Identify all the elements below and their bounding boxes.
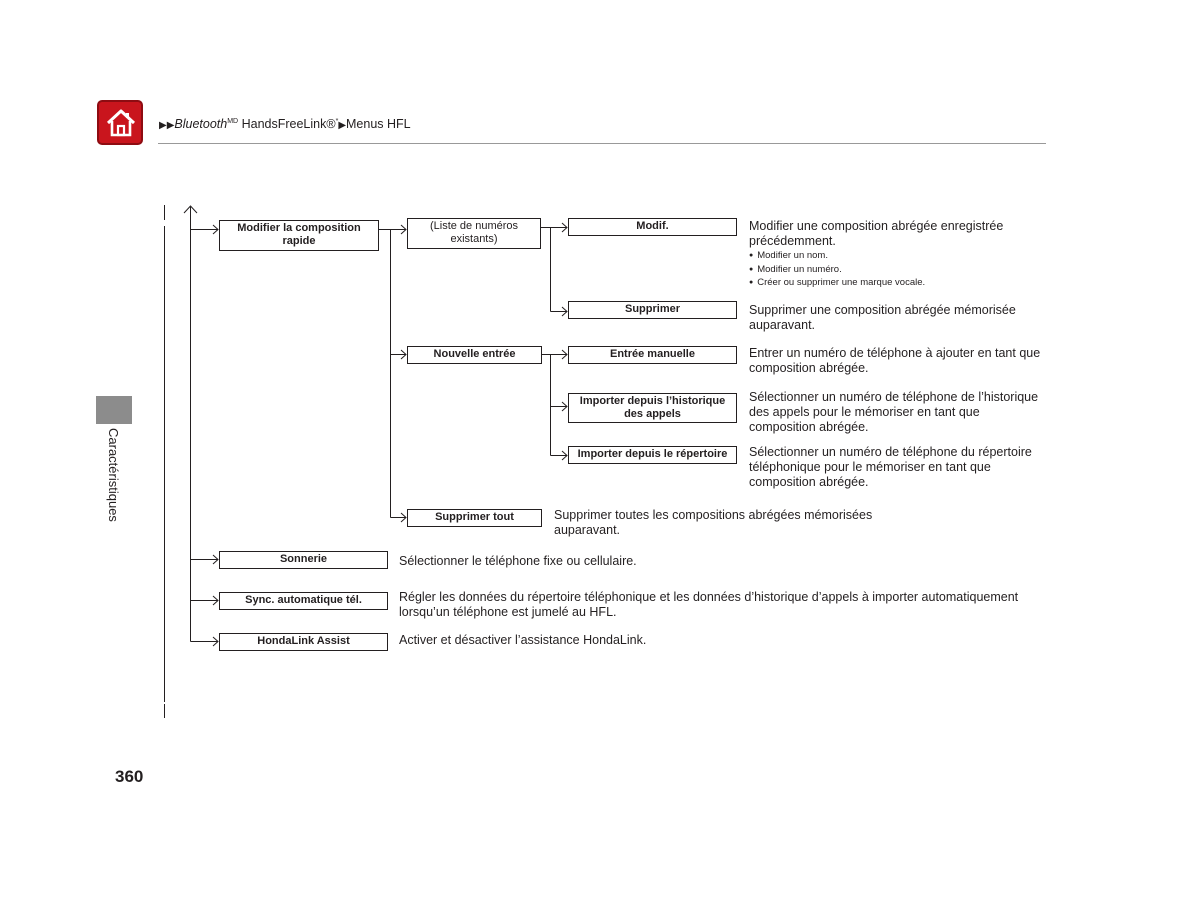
menu-sonnerie[interactable]: Sonnerie bbox=[219, 551, 388, 569]
breadcrumb-sup: * bbox=[335, 117, 339, 125]
menu-importer-repertoire[interactable]: Importer depuis le répertoire bbox=[568, 446, 737, 464]
menu-supprimer[interactable]: Supprimer bbox=[568, 301, 737, 319]
menu-nouvelle-entree[interactable]: Nouvelle entrée bbox=[407, 346, 542, 364]
desc-sync: Régler les données du répertoire téléphonique et les données d’historique d’appels à importer automatiquement lorsqu’un téléphone est jumelé au HFL. bbox=[399, 590, 1019, 619]
desc-entree-manuelle: Entrer un numéro de téléphone à ajouter en tant que composition abrégée. bbox=[749, 346, 1041, 375]
chevron-right-icon: ▶▶ bbox=[159, 120, 175, 131]
menu-supprimer-tout[interactable]: Supprimer tout bbox=[407, 509, 542, 527]
desc-sonnerie: Sélectionner le téléphone fixe ou cellulaire. bbox=[399, 554, 637, 568]
menu-modif[interactable]: Modif. bbox=[568, 218, 737, 236]
menu-entree-manuelle[interactable]: Entrée manuelle bbox=[568, 346, 737, 364]
list-item: ● Modifier un numéro. bbox=[749, 263, 1049, 277]
menu-modifier-composition[interactable]: Modifier la composition rapide bbox=[219, 220, 379, 251]
desc-supprimer: Supprimer une composition abrégée mémorisée auparavant. bbox=[749, 303, 1016, 332]
bullet-list-modif bbox=[749, 249, 1049, 290]
desc-hondalink: Activer et désactiver l’assistance HondaLink. bbox=[399, 633, 647, 647]
menu-importer-historique[interactable]: Importer depuis l’historique des appels bbox=[568, 393, 737, 423]
breadcrumb-bluetooth[interactable]: Bluetooth bbox=[174, 117, 228, 131]
breadcrumb-sup: MD bbox=[227, 117, 239, 125]
menu-liste-numeros[interactable]: (Liste de numéros existants) bbox=[407, 218, 541, 249]
list-item: ● Modifier un nom. bbox=[749, 249, 1049, 263]
breadcrumb-menus-hfl[interactable]: Menus HFL bbox=[346, 117, 411, 131]
section-label: Caractéristiques bbox=[106, 428, 121, 522]
desc-modif: Modifier une composition abrégée enregistrée précédemment. bbox=[749, 219, 1004, 248]
desc-importer-historique: Sélectionner un numéro de téléphone de l’historique des appels pour le mémoriser en tant que composition abrégée. bbox=[749, 390, 1039, 434]
page-number: 360 bbox=[115, 767, 144, 786]
breadcrumb-handsfreelink[interactable]: HandsFreeLink® bbox=[241, 117, 336, 131]
menu-sync-automatique[interactable]: Sync. automatique tél. bbox=[219, 592, 388, 610]
desc-supprimer-tout: Supprimer toutes les compositions abrégées mémorisées auparavant. bbox=[554, 508, 873, 537]
chevron-right-icon: ▶ bbox=[338, 120, 347, 131]
desc-importer-repertoire: Sélectionner un numéro de téléphone du répertoire téléphonique pour le mémoriser en tant que composition abrégée. bbox=[749, 445, 1032, 489]
menu-hondalink-assist[interactable]: HondaLink Assist bbox=[219, 633, 388, 651]
list-item: ● Créer ou supprimer une marque vocale. bbox=[749, 276, 1049, 290]
